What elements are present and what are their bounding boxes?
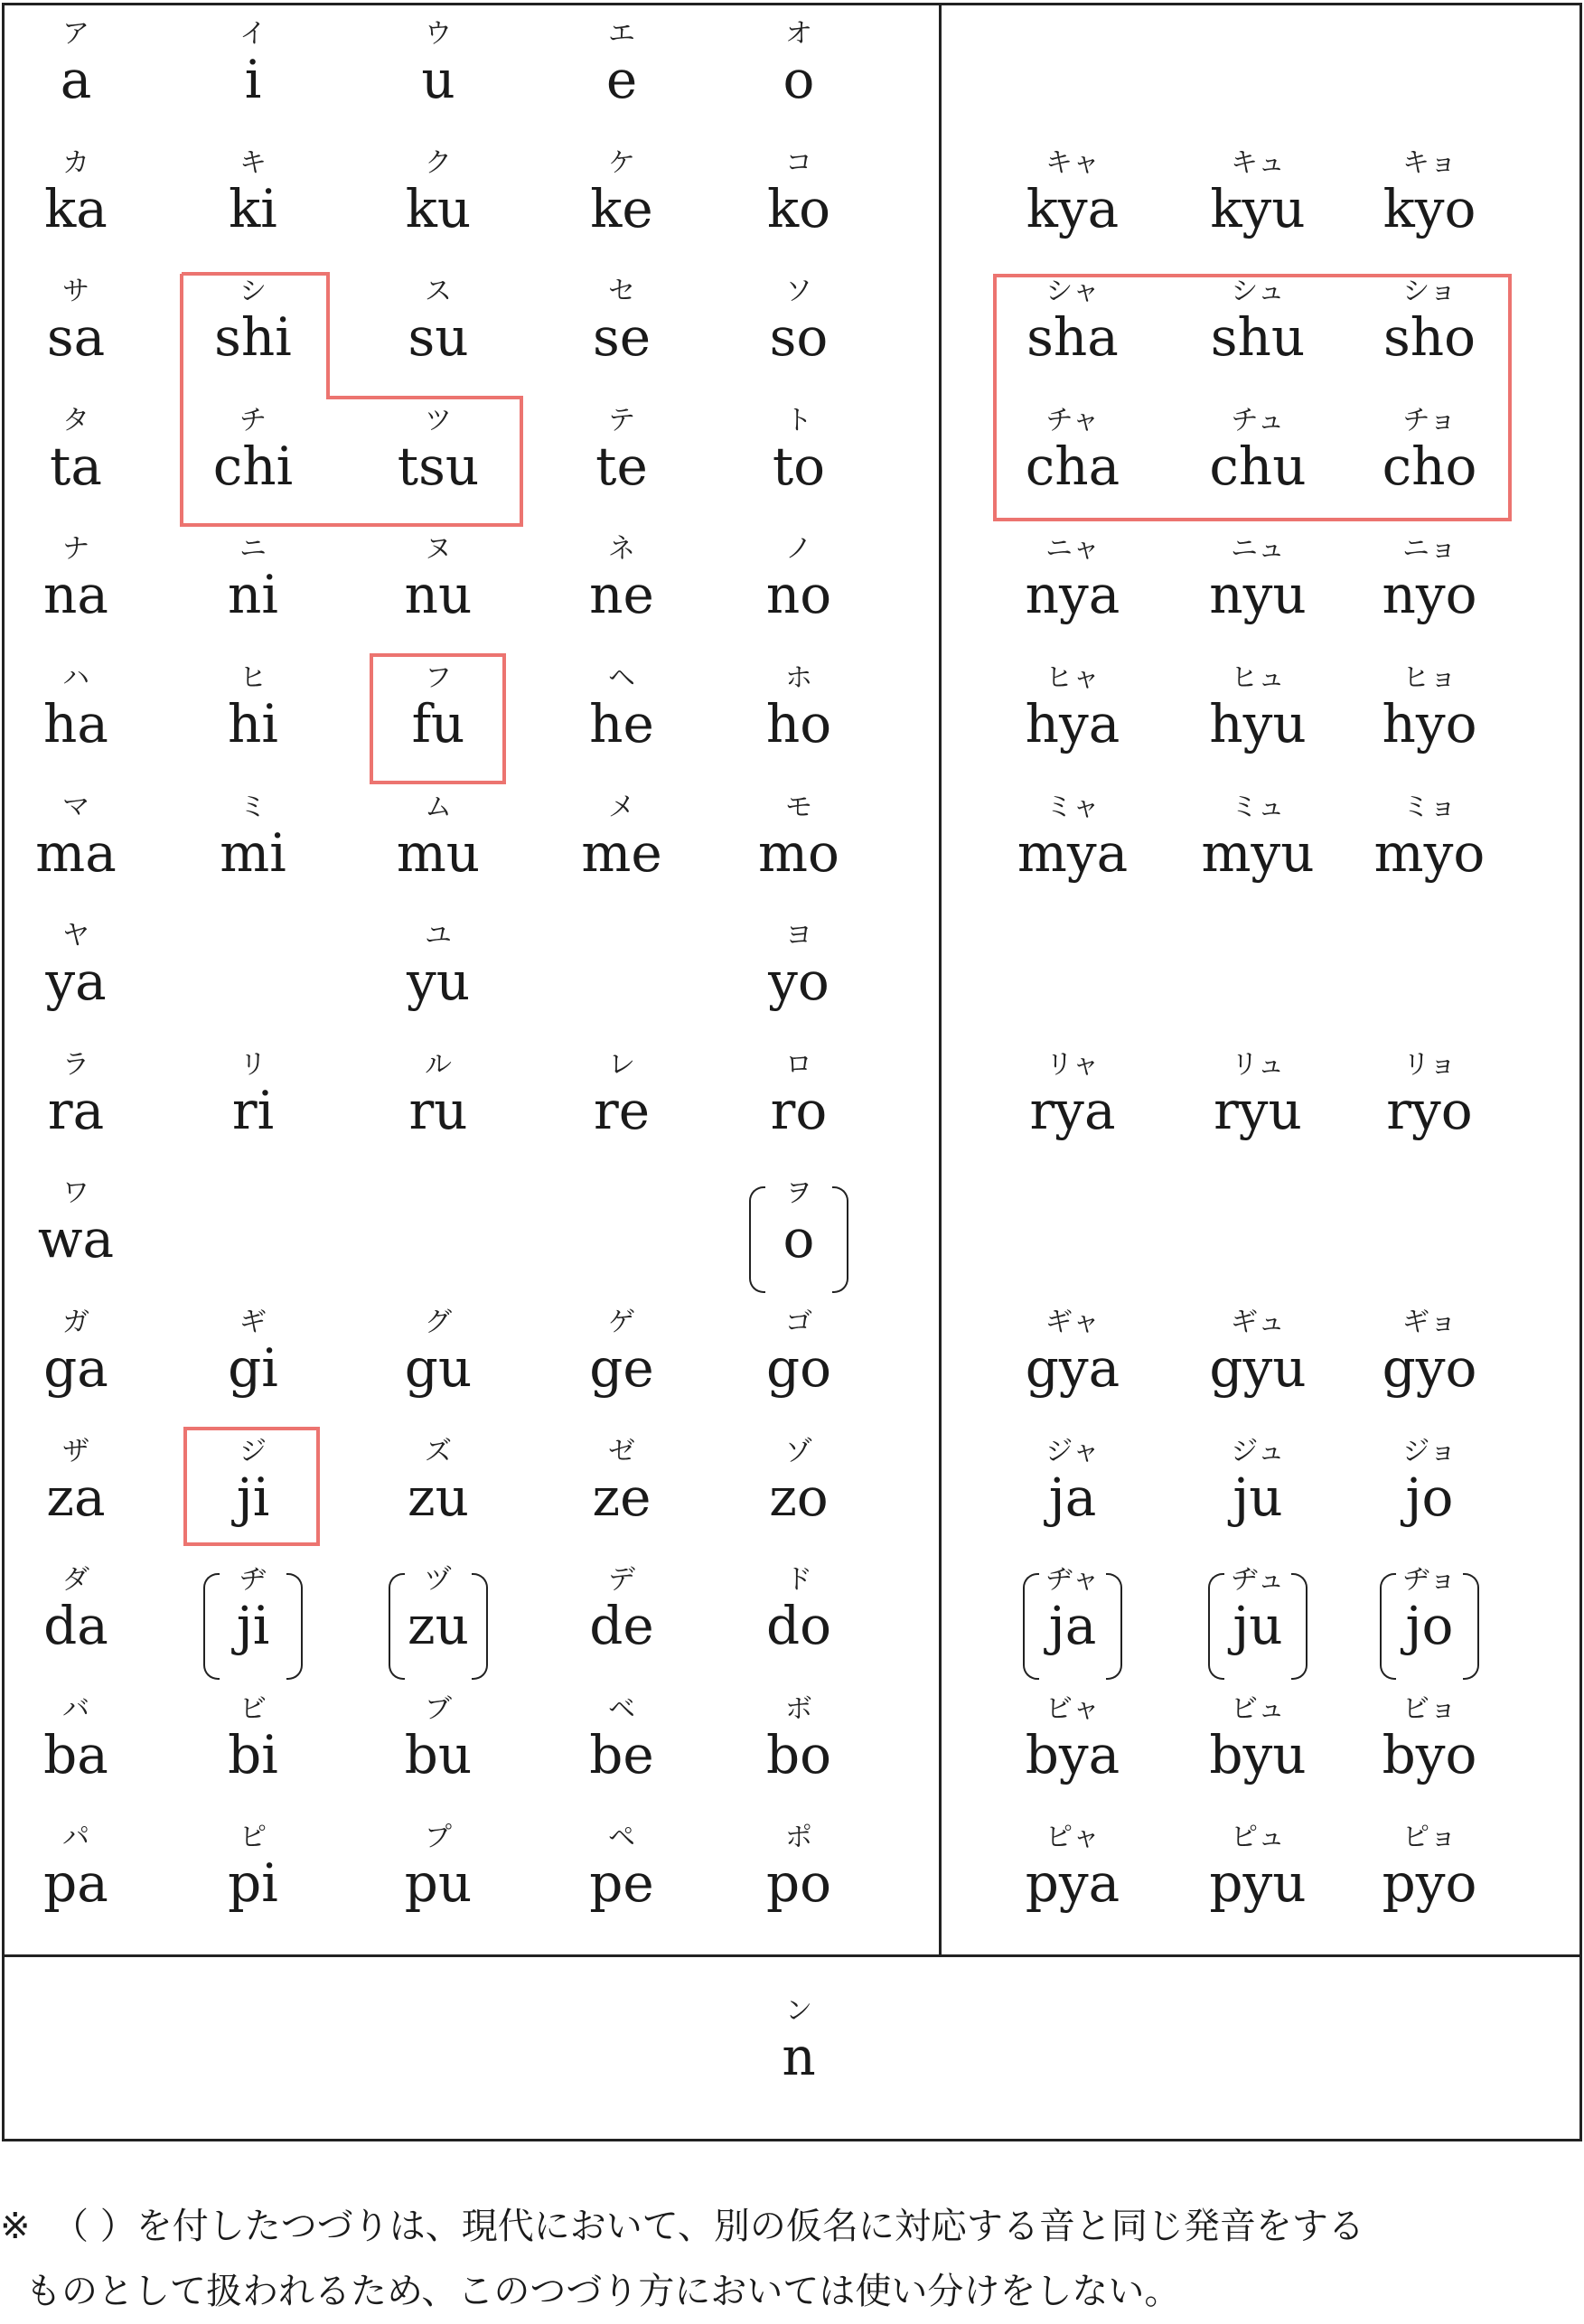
romaji-label: ni xyxy=(228,564,278,625)
romaji-label: ya xyxy=(45,951,107,1012)
katakana-label: ヘ xyxy=(608,662,635,694)
katakana-label: ゲ xyxy=(608,1307,635,1338)
katakana-label: ニュ xyxy=(1231,533,1285,565)
romaji-label: mo xyxy=(758,822,839,884)
katakana-label: ゾ xyxy=(785,1436,812,1467)
katakana-label: ミ xyxy=(239,792,267,823)
katakana-label: ギュ xyxy=(1231,1307,1285,1338)
romaji-label: hyo xyxy=(1382,693,1477,754)
katakana-label: グ xyxy=(425,1307,452,1338)
katakana-label: ト xyxy=(785,405,812,436)
romaji-label: ho xyxy=(765,693,832,754)
katakana-label: ミョ xyxy=(1402,792,1457,823)
romaji-label: u xyxy=(421,49,455,110)
katakana-label: リョ xyxy=(1402,1049,1457,1081)
katakana-label: ジョ xyxy=(1402,1436,1457,1467)
katakana-label: ペ xyxy=(608,1822,635,1853)
romaji-label: ne xyxy=(589,564,654,625)
katakana-label: ポ xyxy=(785,1822,812,1853)
romaji-label: de xyxy=(589,1595,654,1656)
katakana-label: ニョ xyxy=(1402,533,1457,565)
romaji-label: ryu xyxy=(1214,1080,1302,1141)
romaji-label: bya xyxy=(1025,1724,1120,1785)
romaji-label: tsu xyxy=(397,436,480,497)
romaji-label: mu xyxy=(396,822,481,884)
katakana-label: ピャ xyxy=(1045,1822,1100,1853)
katakana-label: ゴ xyxy=(785,1307,812,1338)
romaji-label: ha xyxy=(43,693,108,754)
katakana-label: ヂュ xyxy=(1231,1564,1285,1596)
romaji-label: rya xyxy=(1029,1080,1116,1141)
katakana-label: ヒュ xyxy=(1231,662,1285,694)
highlight-fu xyxy=(370,653,506,784)
katakana-label: シュ xyxy=(1231,276,1285,307)
katakana-label: レ xyxy=(608,1049,635,1081)
katakana-label: ヤ xyxy=(62,920,89,951)
romaji-label: cha xyxy=(1025,436,1120,497)
romaji-label: ba xyxy=(43,1724,108,1785)
romaji-label: do xyxy=(765,1595,832,1656)
katakana-label: ギ xyxy=(239,1307,267,1338)
katakana-label: ヂャ xyxy=(1045,1564,1100,1596)
romaji-label: pe xyxy=(589,1852,654,1914)
romaji-label: zo xyxy=(769,1467,829,1528)
katakana-label: サ xyxy=(62,276,89,307)
katakana-label: ム xyxy=(425,792,452,823)
katakana-label: ヌ xyxy=(425,533,452,565)
romaji-label: ke xyxy=(590,178,653,239)
romaji-label: myo xyxy=(1373,822,1486,884)
romaji-label: o xyxy=(783,49,815,110)
katakana-label: ナ xyxy=(62,533,89,565)
katakana-label: リャ xyxy=(1045,1049,1100,1081)
romaji-label: go xyxy=(765,1337,832,1399)
katakana-label: ア xyxy=(62,18,89,50)
katakana-label: ン xyxy=(785,1995,812,2027)
katakana-label: ソ xyxy=(785,276,812,307)
katakana-label: タ xyxy=(62,405,89,436)
romaji-label: ta xyxy=(50,436,102,497)
katakana-label: キュ xyxy=(1231,147,1285,179)
katakana-label: セ xyxy=(608,276,635,307)
katakana-label: チュ xyxy=(1231,405,1285,436)
romaji-label: za xyxy=(46,1467,106,1528)
romaji-label: bo xyxy=(765,1724,832,1785)
katakana-label: デ xyxy=(608,1564,635,1596)
katakana-label: ク xyxy=(425,147,452,179)
romaji-label: ju xyxy=(1233,1467,1283,1528)
katakana-label: ニャ xyxy=(1045,533,1100,565)
romaji-label: kya xyxy=(1026,178,1120,239)
highlight-sha-cho xyxy=(993,274,1512,521)
katakana-label: ル xyxy=(425,1049,452,1081)
footnote-mark: ※ xyxy=(0,2206,31,2247)
katakana-label: キ xyxy=(239,147,267,179)
katakana-label: ピュ xyxy=(1231,1822,1285,1853)
romaji-label: be xyxy=(589,1724,654,1785)
romaji-label: ka xyxy=(44,178,108,239)
katakana-label: シャ xyxy=(1045,276,1100,307)
katakana-label: ガ xyxy=(62,1307,89,1338)
romaji-label: zu xyxy=(408,1467,469,1528)
romaji-label: hi xyxy=(228,693,278,754)
katakana-label: リュ xyxy=(1231,1049,1285,1081)
romaji-label: a xyxy=(60,49,92,110)
romaji-label: ji xyxy=(236,1595,270,1656)
katakana-label: ケ xyxy=(608,147,635,179)
romaji-label: nya xyxy=(1025,564,1120,625)
romaji-label: ji xyxy=(236,1467,270,1528)
katakana-label: ヅ xyxy=(425,1564,452,1596)
romaji-label: jo xyxy=(1405,1467,1454,1528)
katakana-label: エ xyxy=(608,18,635,50)
katakana-label: ダ xyxy=(62,1564,89,1596)
romaji-label: to xyxy=(772,436,826,497)
katakana-label: ツ xyxy=(425,405,452,436)
romaji-label: te xyxy=(595,436,648,497)
romaji-label: bi xyxy=(228,1724,278,1785)
romaji-label: su xyxy=(408,306,469,368)
romaji-label: gu xyxy=(404,1337,473,1399)
katakana-label: ゼ xyxy=(608,1436,635,1467)
romaji-label: o xyxy=(783,1208,815,1270)
romaji-label: e xyxy=(605,49,638,110)
katakana-label: チャ xyxy=(1045,405,1100,436)
highlight-ji xyxy=(183,1427,320,1546)
katakana-label: テ xyxy=(608,405,635,436)
katakana-label: ヨ xyxy=(785,920,812,951)
katakana-label: キョ xyxy=(1402,147,1457,179)
romaji-label: sha xyxy=(1026,306,1119,368)
katakana-label: メ xyxy=(608,792,635,823)
footnote-line-2: ものとして扱われるため、このつづり方においては使い分けをしない。 xyxy=(25,2271,1181,2312)
romaji-label: ru xyxy=(408,1080,468,1141)
romaji-label: so xyxy=(769,306,829,368)
romaji-label: pu xyxy=(404,1852,473,1914)
romaji-label: kyo xyxy=(1382,178,1476,239)
romaji-label: ze xyxy=(592,1467,651,1528)
katakana-label: コ xyxy=(785,147,812,179)
romaji-label: sa xyxy=(46,306,106,368)
romaji-label: cho xyxy=(1382,436,1477,497)
romaji-label: yu xyxy=(406,951,471,1012)
katakana-label: リ xyxy=(239,1049,267,1081)
katakana-label: ニ xyxy=(239,533,267,565)
romaji-label: no xyxy=(765,564,832,625)
romaji-label: ga xyxy=(43,1337,108,1399)
katakana-label: ヂ xyxy=(239,1564,267,1596)
romaji-label: hya xyxy=(1025,693,1120,754)
romaji-label: shu xyxy=(1210,306,1306,368)
katakana-label: ワ xyxy=(62,1177,89,1209)
romaji-label: pa xyxy=(43,1852,108,1914)
katakana-label: ジャ xyxy=(1045,1436,1100,1467)
romaji-label: pi xyxy=(228,1852,278,1914)
katakana-label: ビュ xyxy=(1231,1693,1285,1725)
romaji-label: ju xyxy=(1233,1595,1283,1656)
katakana-label: ビャ xyxy=(1045,1693,1100,1725)
romaji-label: chi xyxy=(212,436,294,497)
katakana-label: マ xyxy=(62,792,89,823)
romaji-label: ko xyxy=(766,178,831,239)
katakana-label: ヒ xyxy=(239,662,267,694)
romaji-label: da xyxy=(43,1595,108,1656)
romaji-label: sho xyxy=(1382,306,1476,368)
romaji-label: pya xyxy=(1025,1852,1120,1914)
katakana-label: ギョ xyxy=(1402,1307,1457,1338)
katakana-label: カ xyxy=(62,147,89,179)
romaji-label: ge xyxy=(589,1337,654,1399)
katakana-label: シ xyxy=(239,276,267,307)
katakana-label: ヲ xyxy=(785,1177,812,1209)
romaji-label: ki xyxy=(229,178,277,239)
romaji-label: re xyxy=(593,1080,651,1141)
romaji-label: nyo xyxy=(1382,564,1477,625)
katakana-label: ブ xyxy=(425,1693,452,1725)
katakana-label: ド xyxy=(785,1564,812,1596)
katakana-label: ピョ xyxy=(1402,1822,1457,1853)
katakana-label: ピ xyxy=(239,1822,267,1853)
romaji-label: gyo xyxy=(1382,1337,1477,1399)
katakana-label: ビョ xyxy=(1402,1693,1457,1725)
katakana-label: ザ xyxy=(62,1436,89,1467)
katakana-label: ヒャ xyxy=(1045,662,1100,694)
katakana-label: ネ xyxy=(608,533,635,565)
romaji-label: ri xyxy=(231,1080,275,1141)
romaji-label: ku xyxy=(405,178,472,239)
katakana-label: オ xyxy=(785,18,812,50)
romaji-label: zu xyxy=(408,1595,469,1656)
romaji-label: mi xyxy=(220,822,286,884)
katakana-label: ユ xyxy=(425,920,452,951)
katakana-label: ヒョ xyxy=(1402,662,1457,694)
romaji-label: ro xyxy=(770,1080,828,1141)
katakana-label: バ xyxy=(62,1693,89,1725)
romaji-label: pyo xyxy=(1382,1852,1477,1914)
romaji-label: fu xyxy=(411,693,465,754)
romaji-label: chu xyxy=(1209,436,1307,497)
romaji-label: i xyxy=(244,49,262,110)
romaji-label: po xyxy=(765,1852,832,1914)
katakana-label: フ xyxy=(425,662,452,694)
katakana-label: ロ xyxy=(785,1049,812,1081)
katakana-label: チョ xyxy=(1402,405,1457,436)
katakana-label: キャ xyxy=(1045,147,1100,179)
katakana-label: ラ xyxy=(62,1049,89,1081)
romaji-label: pyu xyxy=(1209,1852,1307,1914)
highlight-outline-l-shape xyxy=(182,274,521,525)
romaji-label: nu xyxy=(404,564,473,625)
katakana-label: ベ xyxy=(608,1693,635,1725)
katakana-label: ボ xyxy=(785,1693,812,1725)
katakana-label: ハ xyxy=(62,662,89,694)
romaji-label: ma xyxy=(35,822,117,884)
katakana-label: ホ xyxy=(785,662,812,694)
romaji-label: ja xyxy=(1048,1467,1097,1528)
katakana-label: ミュ xyxy=(1231,792,1285,823)
romaji-label: gya xyxy=(1025,1337,1120,1399)
katakana-label: ズ xyxy=(425,1436,452,1467)
romaji-label: wa xyxy=(37,1208,115,1270)
katakana-label: パ xyxy=(62,1822,89,1853)
katakana-label: チ xyxy=(239,405,267,436)
romaji-label: mya xyxy=(1017,822,1129,884)
romaji-label: jo xyxy=(1405,1595,1454,1656)
romaji-label: byo xyxy=(1382,1724,1477,1785)
footnote-line-1: （ ）を付したつづりは、現代において、別の仮名に対応する音と同じ発音をする xyxy=(52,2206,1364,2247)
katakana-label: ミャ xyxy=(1045,792,1100,823)
romaji-label: ja xyxy=(1048,1595,1097,1656)
romaji-label: kyu xyxy=(1210,178,1306,239)
romaji-label: yo xyxy=(768,951,829,1012)
katakana-label: ビ xyxy=(239,1693,267,1725)
romaji-label: gi xyxy=(228,1337,278,1399)
romaji-label: me xyxy=(581,822,662,884)
katakana-label: ス xyxy=(425,276,452,307)
katakana-label: モ xyxy=(785,792,812,823)
katakana-label: ヂョ xyxy=(1402,1564,1457,1596)
romaji-label: he xyxy=(589,693,654,754)
romaji-label: myu xyxy=(1201,822,1315,884)
romaji-label: na xyxy=(43,564,108,625)
katakana-label: ジュ xyxy=(1231,1436,1285,1467)
katakana-label: イ xyxy=(239,18,267,50)
romaji-label: ra xyxy=(47,1080,105,1141)
katakana-label: プ xyxy=(425,1822,452,1853)
romaji-label: gyu xyxy=(1209,1337,1307,1399)
katakana-label: ウ xyxy=(425,18,452,50)
katakana-label: ショ xyxy=(1402,276,1457,307)
katakana-label: ギャ xyxy=(1045,1307,1100,1338)
romaji-label: nyu xyxy=(1209,564,1307,625)
romaji-label: n xyxy=(782,2026,816,2087)
katakana-label: ノ xyxy=(785,533,812,565)
romaji-label: ryo xyxy=(1386,1080,1473,1141)
katakana-label: ジ xyxy=(239,1436,267,1467)
romaji-label: hyu xyxy=(1209,693,1307,754)
romaji-label: bu xyxy=(404,1724,473,1785)
romaji-label: byu xyxy=(1209,1724,1307,1785)
romaji-label: se xyxy=(592,306,651,368)
romaji-label: shi xyxy=(214,306,292,368)
